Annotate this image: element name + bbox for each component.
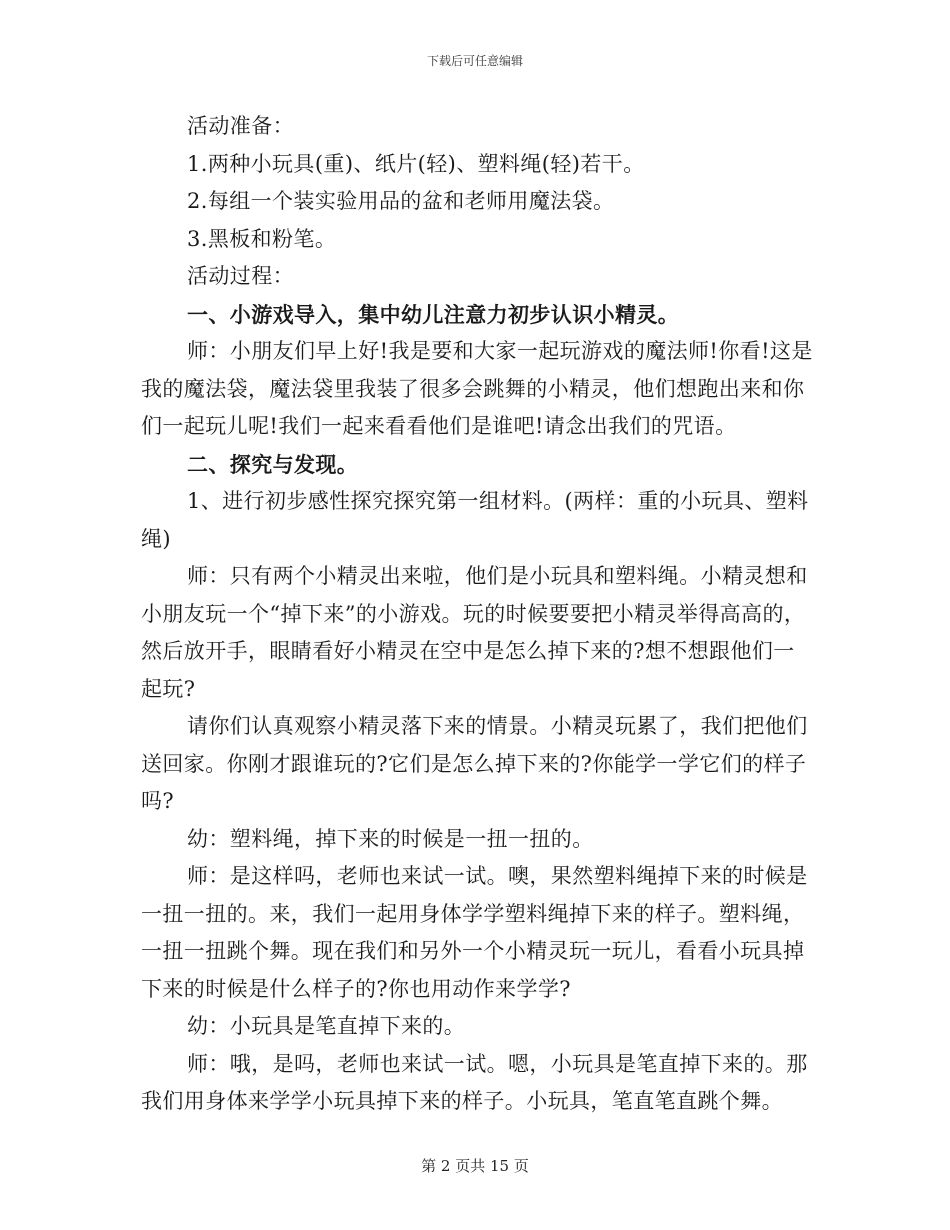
section-heading-2: 二、探究与发现。 [187, 451, 359, 477]
paragraph-child-answer-1: 幼：塑料绳，掉下来的时候是一扭一扭的。 [187, 826, 594, 851]
section-heading-1: 一、小游戏导入，集中幼儿注意力初步认识小精灵。 [187, 301, 680, 327]
paragraph-prep-item-1: 1.两种小玩具(重)、纸片(轻)、塑料绳(轻)若干。 [187, 151, 645, 176]
paragraph-step-1: 1、进行初步感性探究探究第一组材料。(两样：重的小玩具、塑料绳) [141, 489, 809, 551]
paragraph-prep-item-2: 2.每组一个装实验用品的盆和老师用魔法袋。 [187, 189, 615, 213]
paragraph-child-answer-2: 幼：小玩具是笔直掉下来的。 [187, 1014, 466, 1038]
paragraph-teacher-intro: 师：小朋友们早上好!我是要和大家一起玩游戏的魔法师!你看!这是我的魔法袋，魔法袋里我装了很多会跳舞的小精灵，他们想跑出来和你们一起玩儿呢!我们一起来看看他们是谁吧!请念出我们的咒语。 [141, 339, 813, 438]
paragraph-prep-item-3: 3.黑板和粉笔。 [187, 226, 337, 251]
paragraph-process-title: 活动过程： [187, 264, 294, 288]
paragraph-teacher-game: 师：只有两个小精灵出来啦，他们是小玩具和塑料绳。小精灵想和小朋友玩一个“掉下来”的小游戏。玩的时候要要把小精灵举得高高的，然后放开手，眼睛看好小精灵在空中是怎么掉下来的?想不想跟他们一起玩? [141, 564, 808, 701]
paragraph-teacher-toy: 师：哦，是吗，老师也来试一试。嗯，小玩具是笔直掉下来的。那我们用身体来学学小玩具掉下来的样子。小玩具，笔直笔直跳个舞。 [141, 1051, 808, 1113]
paragraph-teacher-rope: 师：是这样吗，老师也来试一试。噢，果然塑料绳掉下来的时候是一扭一扭的。来，我们一起用身体学学塑料绳掉下来的样子。塑料绳，一扭一扭跳个舞。现在我们和另外一个小精灵玩一玩儿，看看小玩具掉下来的时候是什么样子的?你也用动作来学学? [141, 864, 808, 1001]
paragraph-prep-title: 活动准备： [187, 114, 294, 138]
document-body [141, 108, 813, 1121]
page-header: 下载后可任意编辑 [426, 54, 523, 68]
page-number: 第 2 页共 15 页 [421, 1157, 529, 1175]
paragraph-observe: 请你们认真观察小精灵落下来的情景。小精灵玩累了，我们把他们送回家。你刚才跟谁玩的?它们是怎么掉下来的?你能学一学它们的样子吗? [141, 714, 808, 813]
